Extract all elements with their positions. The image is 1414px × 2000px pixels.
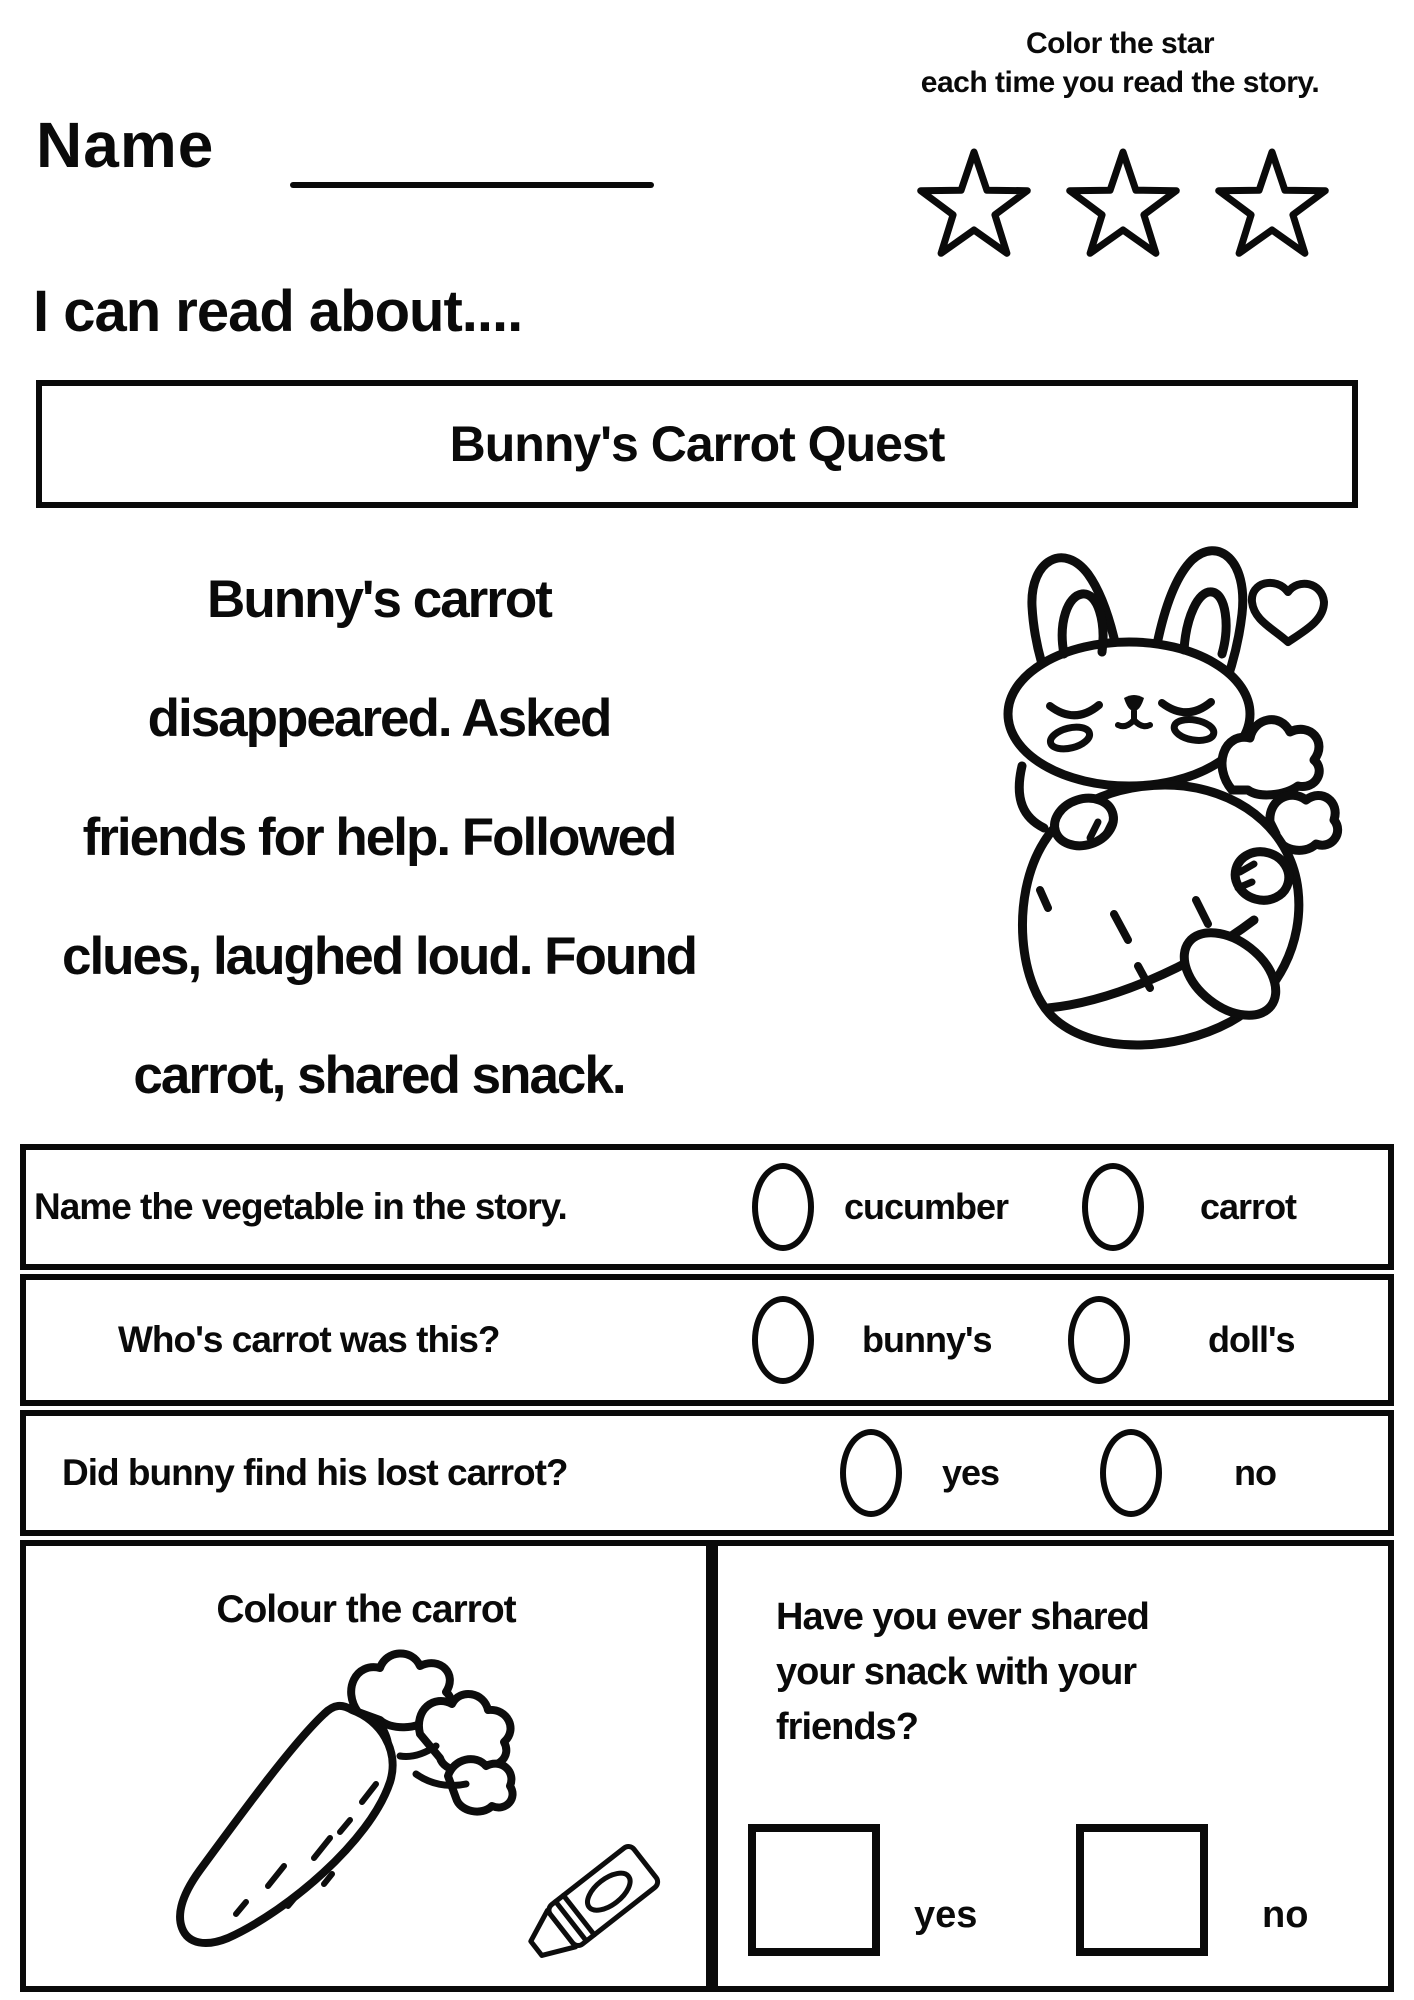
- star-instruction: [860, 24, 1380, 102]
- name-label: Name: [36, 109, 215, 181]
- option-label-yes: yes: [942, 1452, 1000, 1493]
- story-title: Bunny's Carrot Quest: [449, 416, 945, 472]
- colour-carrot-box: [20, 1540, 712, 1992]
- answer-circle-carrot[interactable]: [1082, 1163, 1144, 1251]
- star-icon[interactable]: [1070, 152, 1177, 253]
- bunny-illustration: [948, 522, 1372, 1102]
- share-question-line: your snack with your: [776, 1651, 1137, 1693]
- story-title-box: [36, 380, 1358, 508]
- option-label-carrot: carrot: [1200, 1186, 1297, 1227]
- heart-icon: [1252, 583, 1324, 642]
- star-instruction-line2: each time you read the story.: [920, 66, 1320, 99]
- name-write-line[interactable]: [290, 182, 654, 188]
- answer-circle-bunnys[interactable]: [752, 1296, 814, 1384]
- share-question-box: [712, 1540, 1394, 1992]
- question-text: Did bunny find his lost carrot?: [62, 1452, 568, 1493]
- story-line: carrot, shared snack.: [133, 1046, 625, 1105]
- story-line: friends for help. Followed: [82, 808, 676, 867]
- checkbox-label-no: no: [1262, 1894, 1309, 1936]
- crayon-icon: [504, 1810, 684, 1990]
- answer-circle-yes[interactable]: [840, 1429, 902, 1517]
- answer-circle-dolls[interactable]: [1068, 1296, 1130, 1384]
- reading-stars-row: [912, 146, 1336, 270]
- read-about-heading: I can read about....: [33, 279, 523, 344]
- share-question-line: Have you ever shared: [776, 1596, 1149, 1638]
- option-label-no: no: [1234, 1452, 1276, 1493]
- answer-circle-no[interactable]: [1100, 1429, 1162, 1517]
- option-label-cucumber: cucumber: [844, 1186, 1009, 1227]
- story-line: disappeared. Asked: [147, 689, 611, 748]
- story-line: clues, laughed loud. Found: [61, 927, 697, 986]
- story-text: [22, 540, 736, 1135]
- share-question-line: friends?: [776, 1706, 918, 1748]
- checkbox-no[interactable]: [1076, 1824, 1208, 1956]
- colour-carrot-heading: Colour the carrot: [216, 1588, 516, 1631]
- answer-circle-cucumber[interactable]: [752, 1163, 814, 1251]
- question-row-vegetable: [20, 1144, 1394, 1270]
- question-row-found-carrot: [20, 1410, 1394, 1536]
- star-icon[interactable]: [1219, 152, 1326, 253]
- question-row-whose-carrot: [20, 1274, 1394, 1406]
- checkbox-yes[interactable]: [748, 1824, 880, 1956]
- carrot-colouring-illustration[interactable]: [118, 1642, 558, 1972]
- bunny-arm: [1019, 766, 1044, 828]
- story-line: Bunny's carrot: [207, 570, 551, 629]
- star-instruction-line1: Color the star: [1025, 27, 1215, 60]
- option-label-bunnys: bunny's: [862, 1319, 992, 1360]
- question-text: Name the vegetable in the story.: [34, 1186, 567, 1227]
- question-text: Who's carrot was this?: [118, 1319, 500, 1360]
- star-icon[interactable]: [921, 152, 1028, 253]
- bunny-head: [1008, 642, 1250, 786]
- checkbox-label-yes: yes: [914, 1894, 978, 1936]
- option-label-dolls: doll's: [1208, 1319, 1295, 1360]
- share-question-text: [776, 1590, 1276, 1755]
